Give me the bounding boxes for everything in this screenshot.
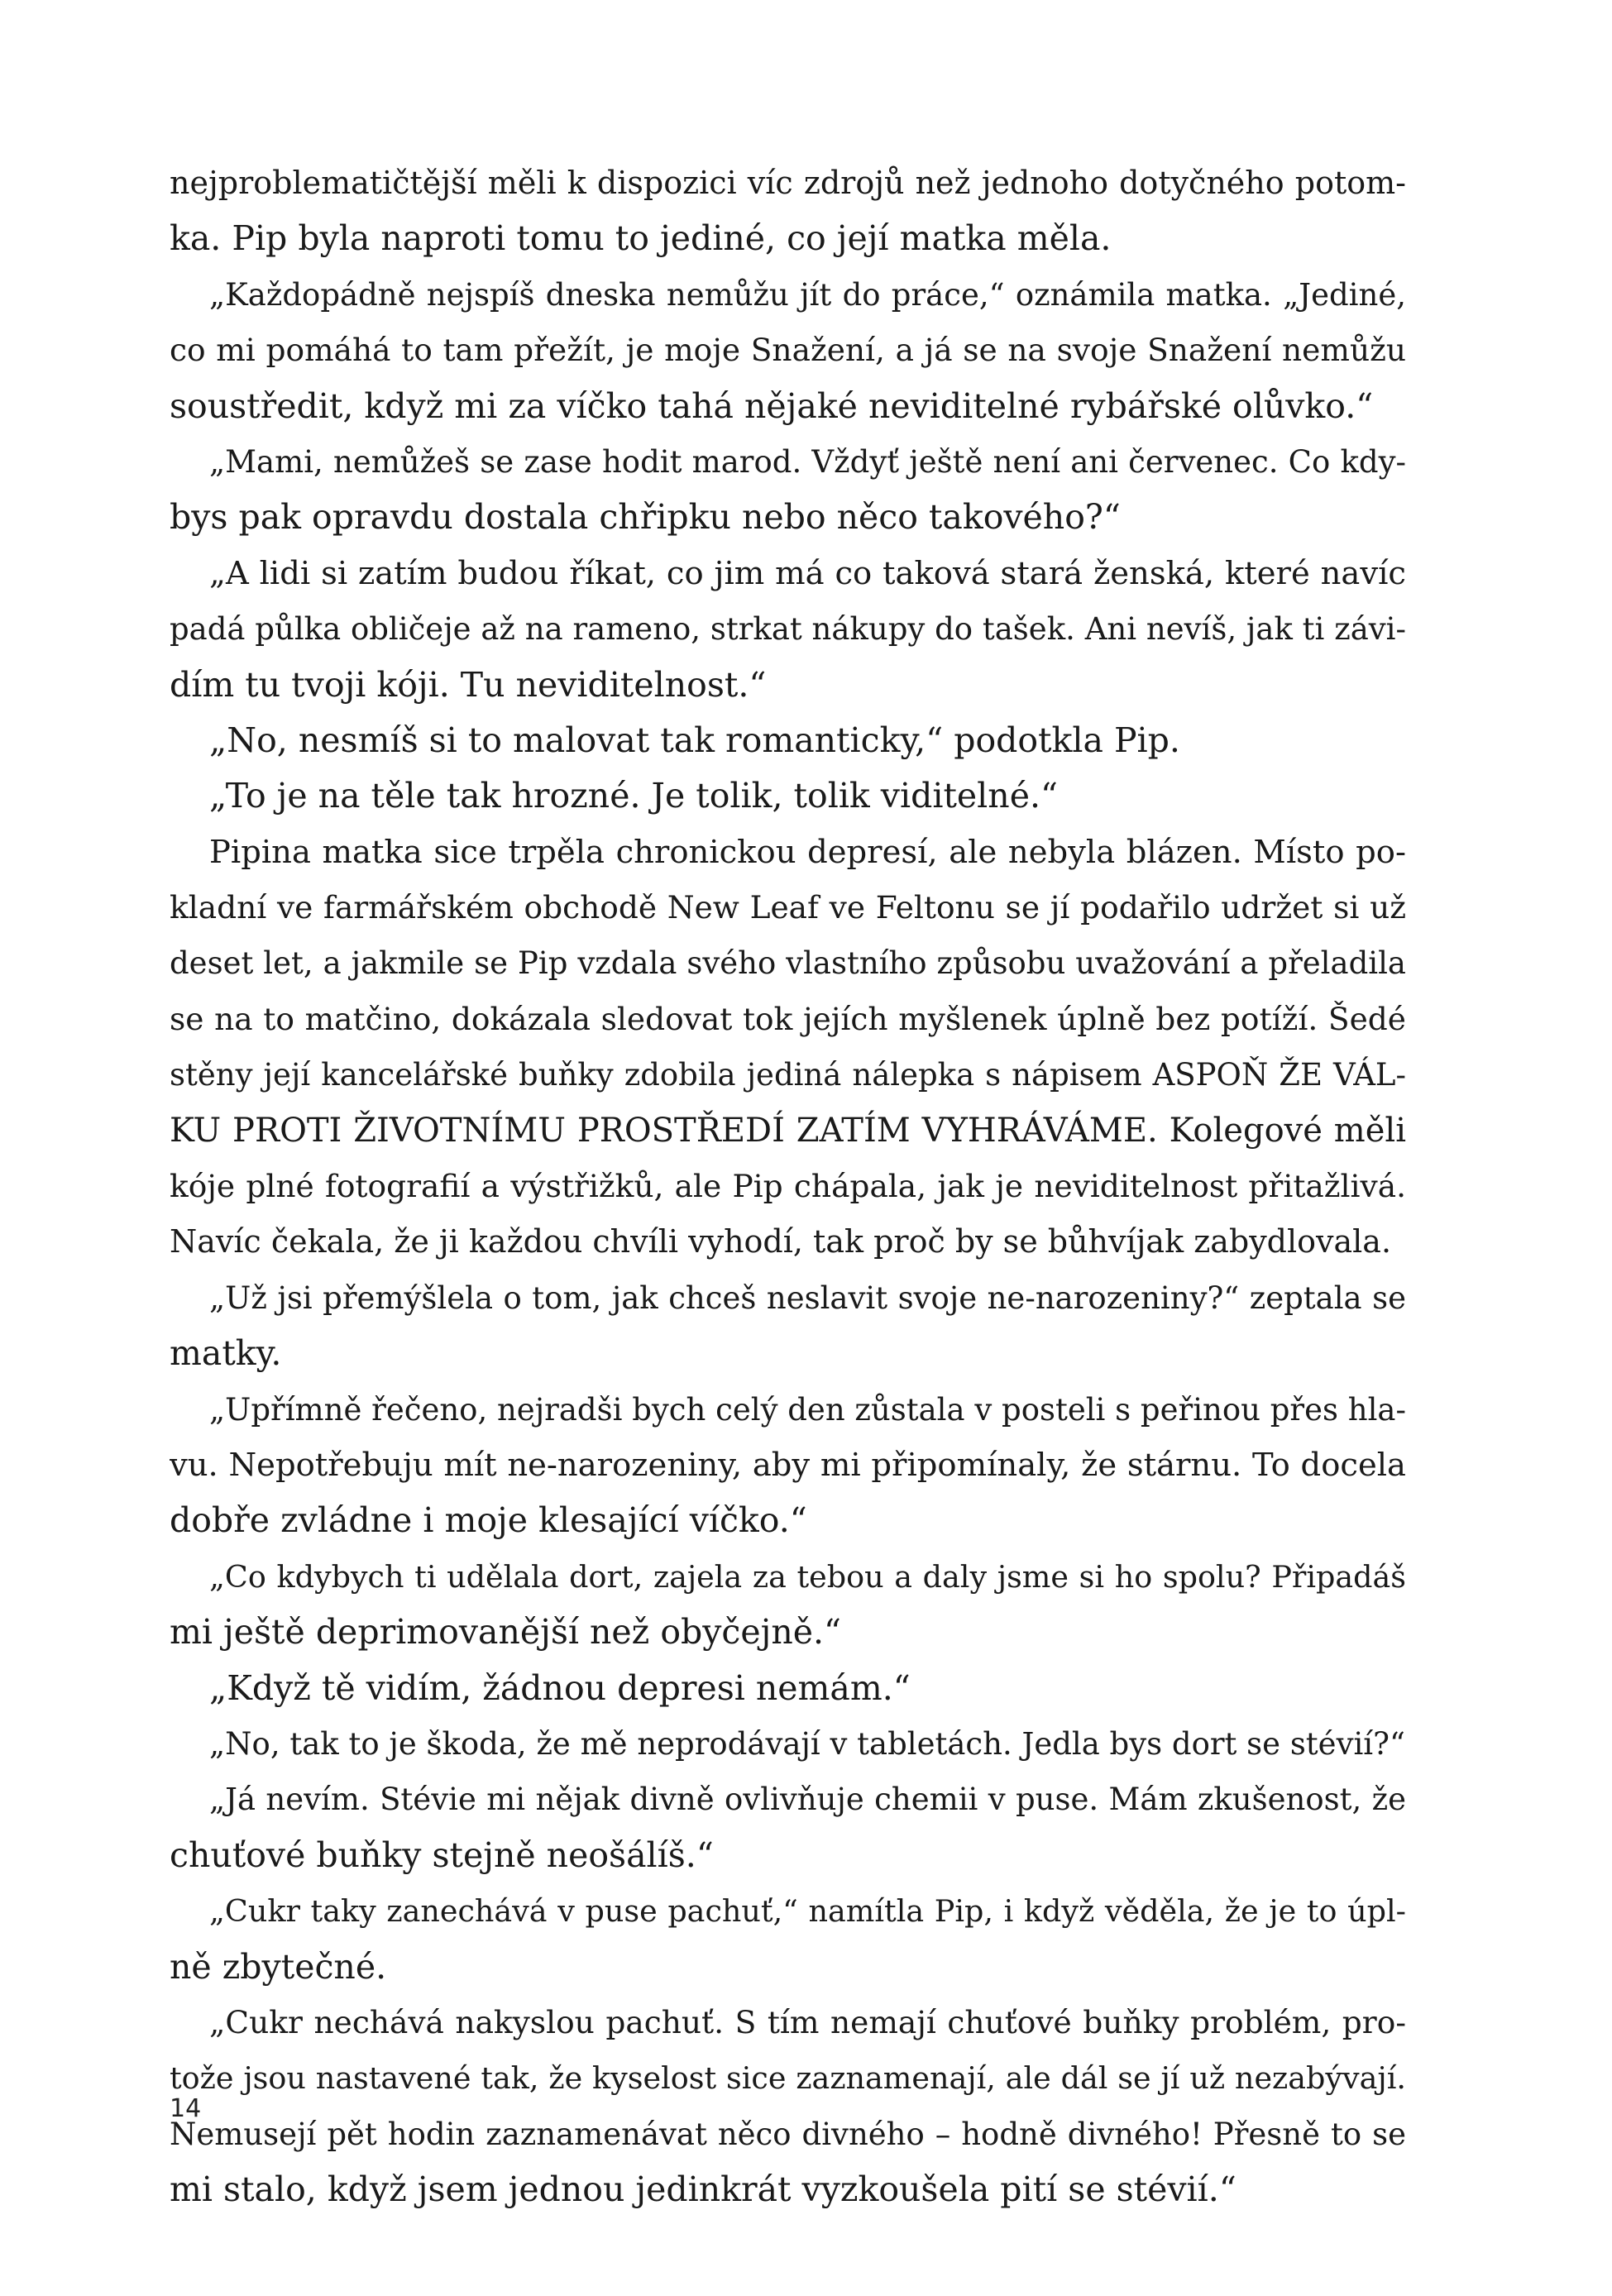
text-line: se na to matčino, dokázala sledovat tok jejích myšlenek úplně bez potíží. Šedé [170, 1000, 1406, 1037]
text-line: chuťové buňky stejně neošálíš.“ [170, 1834, 714, 1875]
text-line: „Upřímně řečeno, nejradši bych celý den zůstala v posteli s peřinou přes hla- [209, 1391, 1406, 1428]
text-line: „No, tak to je škoda, že mě neprodávají v tabletách. Jedla bys dort se stévií?“ [209, 1725, 1405, 1762]
text-line: bys pak opravdu dostala chřipku nebo něco takového?“ [170, 497, 1121, 538]
text-line: deset let, a jakmile se Pip vzdala svého vlastního způsobu uvažování a přeladila [170, 945, 1406, 982]
text-line: tože jsou nastavené tak, že kyselost sice zaznamenají, ale dál se jí už nezabývají. [170, 2060, 1406, 2097]
text-line: „No, nesmíš si to malovat tak romanticky,“ podotkla Pip. [209, 720, 1180, 760]
text-line: Pipina matka sice trpěla chronickou depresí, ale nebyla blázen. Místo po- [209, 833, 1406, 871]
text-line: vu. Nepotřebuju mít ne-narozeniny, aby mi připomínaly, že stárnu. To docela [170, 1446, 1406, 1484]
text-line: ně zbytečné. [170, 1946, 387, 1987]
text-line: dím tu tvoji kóji. Tu neviditelnost.“ [170, 664, 767, 705]
text-line: ka. Pip byla naproti tomu to jediné, co její matka měla. [170, 218, 1112, 259]
text-line: kóje plné fotografií a výstřižků, ale Pip chápala, jak je neviditelnost přitažlivá. [170, 1168, 1406, 1205]
text-line: „Cukr taky zanechává v puse pachuť,“ namítla Pip, i když věděla, že je to úpl- [209, 1893, 1406, 1930]
text-line: mi stalo, když jsem jednou jedinkrát vyzkoušela pití se stévií.“ [170, 2169, 1237, 2210]
text-line: „A lidi si zatím budou říkat, co jim má co taková stará ženská, které navíc [209, 554, 1406, 592]
text-line: Navíc čekala, že ji každou chvíli vyhodí, tak proč by se bůhvíjak zabydlovala. [170, 1223, 1392, 1260]
text-line: „Cukr nechává nakyslou pachuť. S tím nemají chuťové buňky problém, pro- [209, 2003, 1406, 2040]
text-line: mi ještě deprimovanější než obyčejně.“ [170, 1612, 842, 1653]
body-text [170, 155, 1406, 2217]
text-line: dobře zvládne i moje klesající víčko.“ [170, 1500, 807, 1541]
text-line: padá půlka obličeje až na rameno, strkat nákupy do tašek. Ani nevíš, jak ti závi- [170, 611, 1406, 648]
text-line: matky. [170, 1333, 282, 1374]
text-line: Nemusejí pět hodin zaznamenávat něco divného – hodně divného! Přesně to se [170, 2116, 1406, 2152]
text-line: kladní ve farmářském obchodě New Leaf ve Feltonu se jí podařilo udržet si už [170, 889, 1406, 926]
text-line: „Každopádně nejspíš dneska nemůžu jít do práce,“ oznámila matka. „Jediné, [209, 276, 1406, 313]
text-line: stěny její kancelářské buňky zdobila jediná nálepka s nápisem ASPOŇ ŽE VÁL- [170, 1057, 1406, 1093]
text-line: „Už jsi přemýšlela o tom, jak chceš neslavit svoje ne-narozeniny?“ zeptala se [209, 1280, 1406, 1316]
text-line: „To je na těle tak hrozné. Je tolik, tolik viditelné.“ [209, 776, 1058, 816]
text-line: nejproblematičtější měli k dispozici víc zdrojů než jednoho dotyčného potom- [170, 165, 1406, 201]
text-line: „Mami, nemůžeš se zase hodit marod. Vždyť ještě není ani červenec. Co kdy- [209, 443, 1406, 480]
text-line: „Co kdybych ti udělala dort, zajela za tebou a daly jsme si ho spolu? Připadáš [209, 1558, 1406, 1595]
page-number: 14 [170, 2094, 202, 2123]
text-line: KU PROTI ŽIVOTNÍMU PROSTŘEDÍ ZATÍM VYHRÁVÁME. Kolegové měli [170, 1111, 1406, 1150]
text-line: co mi pomáhá to tam přežít, je moje Snažení, a já se na svoje Snažení nemůžu [170, 332, 1406, 369]
text-line: „Když tě vidím, žádnou depresi nemám.“ [209, 1667, 911, 1708]
text-line: „Já nevím. Stévie mi nějak divně ovlivňuje chemii v puse. Mám zkušenost, že [209, 1782, 1406, 1818]
text-line: soustředit, když mi za víčko tahá nějaké neviditelné rybářské olůvko.“ [170, 385, 1374, 426]
